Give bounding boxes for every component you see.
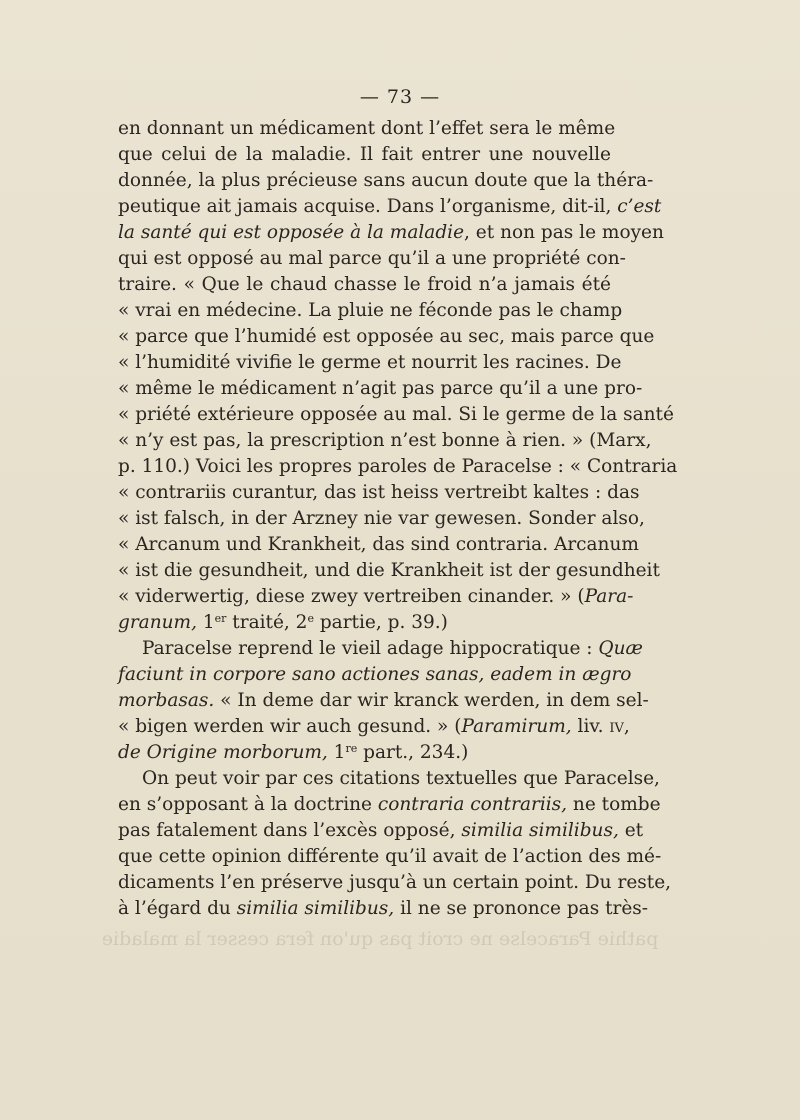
text-span: « parce que l’humidé est opposée au sec, mais parce que bbox=[118, 326, 655, 347]
italic-text: de Origine morborum, bbox=[118, 742, 328, 763]
text-line bbox=[118, 818, 644, 844]
text-span: « ist falsch, in der Arzney nie var gewesen. Sonder also, bbox=[118, 508, 645, 529]
text-span: , bbox=[623, 716, 630, 737]
text-line bbox=[118, 454, 678, 480]
text-line bbox=[118, 766, 660, 792]
text-line bbox=[118, 428, 652, 454]
text-span: part., 234.) bbox=[357, 742, 469, 763]
page-number: — 73 — bbox=[359, 86, 441, 108]
text-line bbox=[118, 168, 654, 194]
text-span: , et non pas le moyen bbox=[464, 222, 664, 243]
text-line bbox=[118, 194, 662, 220]
text-span: « Arcanum und Krankheit, das sind contraria. Arcanum bbox=[118, 534, 639, 555]
text-span: « n’y est pas, la prescription n’est bonne à rien. » (Marx, bbox=[118, 430, 652, 451]
text-line bbox=[118, 610, 611, 636]
text-span: « vrai en médecine. La pluie ne féconde pas le champ bbox=[118, 300, 623, 321]
text-line bbox=[118, 532, 639, 558]
text-span: « l’humidité vivifie le germe et nourrit les racines. De bbox=[118, 352, 622, 373]
italic-text: Quæ bbox=[598, 638, 643, 659]
text-span: 1 bbox=[196, 612, 215, 633]
text-line bbox=[118, 402, 674, 428]
italic-text: morbasas. bbox=[118, 690, 215, 711]
text-span: pas fatalement dans l’excès opposé, bbox=[118, 820, 462, 841]
italic-text: c’est bbox=[617, 196, 662, 217]
text-line bbox=[118, 636, 643, 662]
text-span: « même le médicament n’agit pas parce qu’il a une pro- bbox=[118, 378, 643, 399]
text-line bbox=[118, 584, 634, 610]
italic-text: faciunt in corpore sano actiones sanas, eadem in ægro bbox=[118, 664, 632, 685]
text-line bbox=[118, 688, 649, 714]
superscript: er bbox=[214, 612, 227, 625]
text-span: donnée, la plus précieuse sans aucun doute que la théra- bbox=[118, 170, 654, 191]
text-span: ne tombe bbox=[567, 794, 661, 815]
text-span: qui est opposé au mal parce qu’il a une propriété con- bbox=[118, 248, 626, 269]
text-span: que celui de la maladie. Il fait entrer une nouvelle bbox=[118, 144, 611, 165]
text-line bbox=[118, 662, 632, 688]
text-line bbox=[118, 740, 611, 766]
text-span: dicaments l’en préserve jusqu’à un certain point. Du reste, bbox=[118, 872, 672, 893]
text-line bbox=[118, 298, 623, 324]
text-line bbox=[118, 376, 643, 402]
text-span: « priété extérieure opposée au mal. Si le germe de la santé bbox=[118, 404, 674, 425]
italic-text: contraria contrariis, bbox=[377, 794, 568, 815]
text-span: partie, p. 39.) bbox=[313, 612, 448, 633]
text-line bbox=[118, 272, 611, 298]
text-span: Paracelse reprend le vieil adage hippocratique : bbox=[142, 638, 599, 659]
text-span: « contrariis curantur, das ist heiss vertreibt kaltes : das bbox=[118, 482, 640, 503]
text-span: traité, 2 bbox=[226, 612, 308, 633]
text-span: « In deme dar wir kranck werden, in dem sel- bbox=[214, 690, 649, 711]
text-span: que cette opinion différente qu’il avait de l’action des mé- bbox=[118, 846, 662, 867]
text-span: 1 bbox=[327, 742, 346, 763]
text-line bbox=[118, 896, 649, 922]
superscript: re bbox=[345, 742, 358, 755]
text-span: il ne se prononce pas très- bbox=[394, 898, 649, 919]
italic-text: similia similibus, bbox=[236, 898, 395, 919]
text-line bbox=[118, 324, 655, 350]
text-line bbox=[118, 350, 622, 376]
text-span: à l’égard du bbox=[118, 898, 237, 919]
text-span: en s’opposant à la doctrine bbox=[118, 794, 378, 815]
bleed-through-text: pathie Paracelse ne croit pas qu'on fera cesser la maladie bbox=[101, 928, 659, 950]
text-line bbox=[118, 480, 640, 506]
text-span: peutique ait jamais acquise. Dans l’organisme, dit-il, bbox=[118, 196, 618, 217]
text-span: iv bbox=[609, 716, 624, 737]
text-line bbox=[118, 246, 626, 272]
italic-text: granum, bbox=[118, 612, 197, 633]
text-span: « bigen werden wir auch gesund. » ( bbox=[118, 716, 462, 737]
italic-text: Para- bbox=[584, 586, 634, 607]
text-span: On peut voir par ces citations textuelles que Paracelse, bbox=[142, 768, 660, 789]
text-line bbox=[118, 792, 661, 818]
text-line bbox=[118, 714, 630, 740]
body-text bbox=[118, 116, 678, 922]
text-line bbox=[118, 116, 616, 142]
italic-text: la santé qui est opposée à la maladie bbox=[118, 222, 465, 243]
text-line bbox=[118, 220, 664, 246]
text-span: et bbox=[618, 820, 644, 841]
text-span: p. 110.) Voici les propres paroles de Paracelse : « Contraria bbox=[118, 456, 678, 477]
text-span: « ist die gesundheit, und die Krankheit ist der gesundheit bbox=[118, 560, 660, 581]
superscript: e bbox=[307, 612, 314, 625]
text-line bbox=[118, 844, 662, 870]
text-line bbox=[118, 506, 645, 532]
text-line bbox=[118, 558, 660, 584]
text-line bbox=[118, 142, 611, 168]
italic-text: similia similibus, bbox=[461, 820, 619, 841]
text-span: « viderwertig, diese zwey vertreiben cinander. » ( bbox=[118, 586, 585, 607]
text-span: en donnant un médicament dont l’effet sera le même bbox=[118, 118, 616, 139]
text-span: traire. « Que le chaud chasse le froid n’a jamais été bbox=[118, 274, 611, 295]
text-span: liv. bbox=[571, 716, 610, 737]
italic-text: Paramirum, bbox=[461, 716, 572, 737]
text-line bbox=[118, 870, 672, 896]
